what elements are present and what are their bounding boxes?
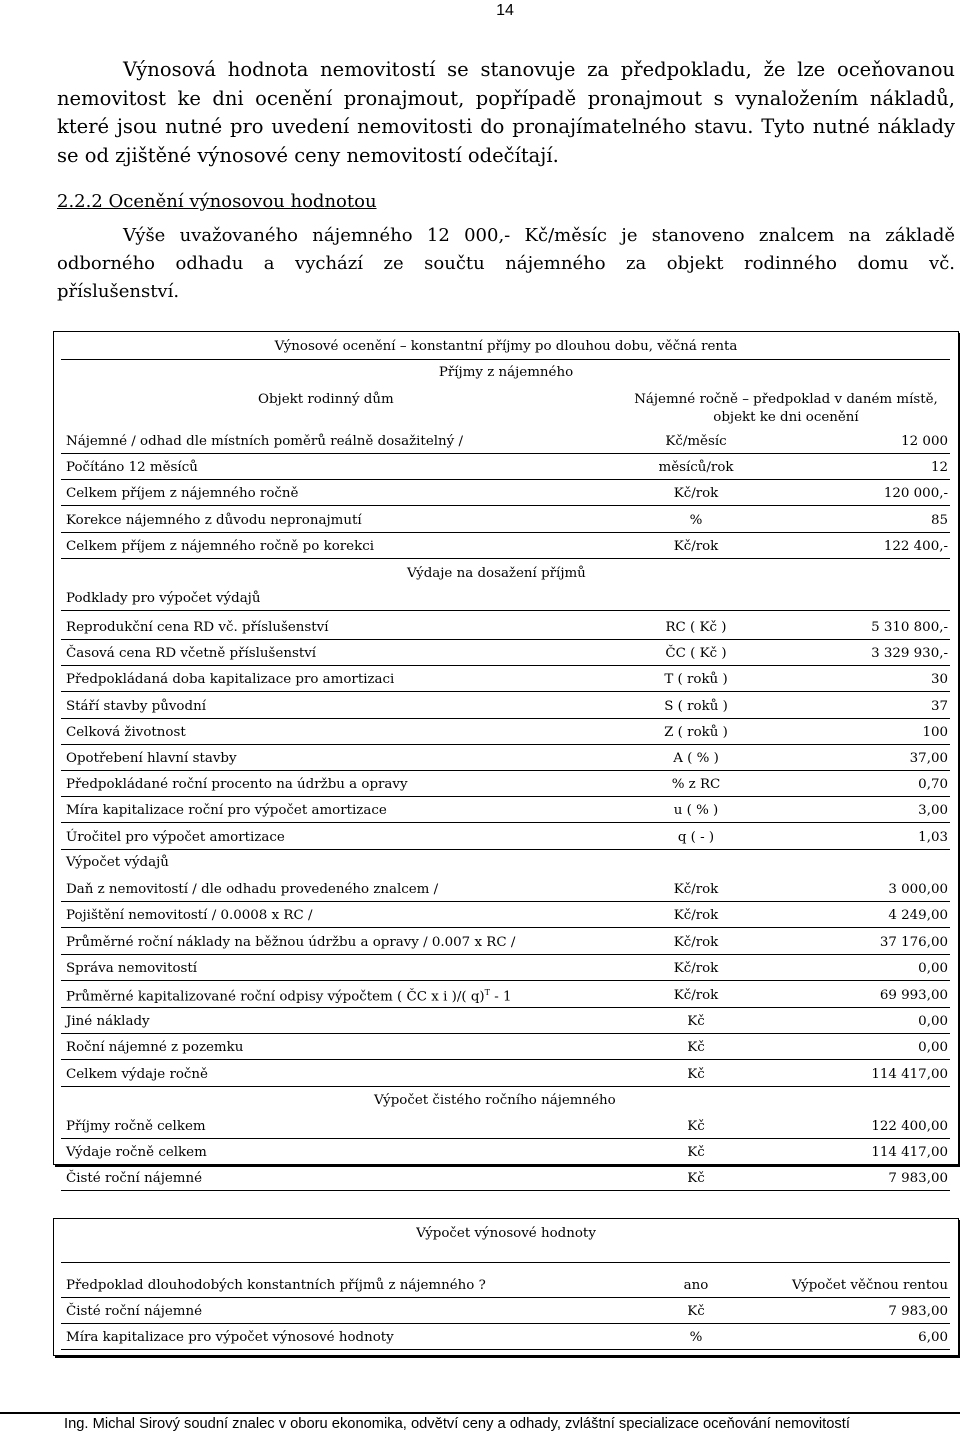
row-label: Daň z nemovitostí / dle odhadu provedeného znalcem / xyxy=(66,882,439,897)
row-label-tail: - 1 xyxy=(489,989,512,1005)
intro-line: Výnosová hodnota nemovitostí se stanovuje za předpokladu, že lze oceňovanou xyxy=(123,58,955,81)
row-value: 37 xyxy=(930,698,948,714)
table-row xyxy=(61,935,950,955)
row-value: 37,00 xyxy=(909,751,948,766)
row-unit: Kč/rok xyxy=(673,908,719,924)
page-number: 14 xyxy=(496,2,514,19)
divider xyxy=(61,1262,950,1263)
row-label xyxy=(66,988,512,1004)
row-unit: A ( % ) xyxy=(673,751,719,766)
table-row xyxy=(61,539,950,559)
table-row xyxy=(61,725,950,745)
table-row xyxy=(61,1040,950,1060)
row-unit: Kč/rok xyxy=(673,538,719,554)
row-label: Roční nájemné z pozemku xyxy=(66,1040,244,1056)
table-row xyxy=(61,434,950,454)
row-label-text: Průměrné kapitalizované roční odpisy výpočtem ( ČC x i )/( q) xyxy=(66,989,485,1005)
row-unit: Kč/měsíc xyxy=(665,434,727,449)
row-unit: Kč/rok xyxy=(673,961,719,977)
row-label: Reprodukční cena RD vč. příslušenství xyxy=(66,620,329,635)
table-row xyxy=(61,1278,950,1298)
row-label: Opotřebení hlavní stavby xyxy=(66,751,237,766)
row-unit: Kč/rok xyxy=(673,882,719,897)
row-value: 6,00 xyxy=(918,1330,948,1346)
row-label: Čisté roční nájemné xyxy=(66,1171,203,1187)
table-row xyxy=(61,486,950,506)
table-row xyxy=(61,1014,950,1034)
row-label: Pojištění nemovitostí / 0.0008 x RC / xyxy=(66,908,313,924)
row-value: 12 xyxy=(930,460,948,476)
row-value: 0,00 xyxy=(918,961,948,977)
row-label: Úročitel pro výpočet amortizace xyxy=(66,829,285,845)
row-value: 7 983,00 xyxy=(888,1171,948,1187)
table-row xyxy=(61,646,950,666)
intro-line: nemovitost ke dni ocenění pronajmout, popřípadě pronajmout s vynaložením nákladů, xyxy=(57,86,955,110)
income-header: Příjmy z nájemného xyxy=(438,365,574,380)
row-label: Celková životnost xyxy=(66,724,186,740)
expenses-calc-label: Výpočet výdajů xyxy=(66,855,169,870)
row-label: Průměrné roční náklady na běžnou údržbu a opravy / 0.007 x RC / xyxy=(66,934,516,950)
object-label: Objekt rodinný dům xyxy=(258,392,394,407)
row-unit: Z ( roků ) xyxy=(664,724,728,740)
table-row xyxy=(61,803,950,823)
row-label: Předpokládané roční procento na údržbu a opravy xyxy=(66,777,408,793)
row-unit: Kč/rok xyxy=(673,486,719,502)
row-unit: Kč/rok xyxy=(673,934,719,950)
table-row xyxy=(61,988,950,1008)
row-value: 122 400,- xyxy=(883,538,948,554)
row-label: Předpoklad dlouhodobých konstantních příjmů z nájemného ? xyxy=(66,1278,486,1293)
table-row xyxy=(61,855,950,874)
table-title: Výnosové ocenění – konstantní příjmy po dlouhou dobu, věčná renta xyxy=(274,339,738,354)
table-row xyxy=(61,1330,950,1350)
table-row xyxy=(61,1304,950,1324)
row-unit: S ( roků ) xyxy=(664,698,728,714)
table-row xyxy=(61,699,950,719)
row-unit: Kč xyxy=(687,1304,705,1320)
table-row xyxy=(61,751,950,771)
row-unit: Kč xyxy=(687,1040,705,1056)
row-unit: T ( roků ) xyxy=(664,672,728,688)
table-row xyxy=(61,620,950,640)
table-title: Výpočet výnosové hodnoty xyxy=(416,1226,596,1241)
table-row xyxy=(61,777,950,797)
table-row xyxy=(61,513,950,533)
row-label: Nájemné / odhad dle místních poměrů reálně dosažitelný / xyxy=(66,434,463,449)
row-value: 114 417,00 xyxy=(871,1066,948,1082)
income-valuation-table xyxy=(53,331,959,1187)
divider xyxy=(61,359,950,360)
row-value: 5 310 800,- xyxy=(871,620,948,635)
row-value: 7 983,00 xyxy=(888,1304,948,1320)
row-label: Správa nemovitostí xyxy=(66,961,198,977)
row-label-sup: T xyxy=(484,987,490,997)
section-line: příslušenství. xyxy=(57,281,180,302)
row-label: Celkem příjem z nájemného ročně po korekci xyxy=(66,538,374,554)
row-unit: ano xyxy=(683,1278,709,1293)
row-unit: Kč xyxy=(687,1014,705,1029)
row-value: 37 176,00 xyxy=(879,934,948,950)
row-label: Míra kapitalizace roční pro výpočet amortizace xyxy=(66,803,387,819)
section-paragraph xyxy=(57,222,955,306)
row-value: 0,00 xyxy=(918,1040,948,1056)
row-unit: Kč/rok xyxy=(673,987,719,1003)
intro-line: které jsou nutné pro uvedení nemovitosti do pronajímatelného stavu. Tyto nutné náklady xyxy=(57,115,955,138)
row-label: Časová cena RD včetně příslušenství xyxy=(66,646,317,662)
basis-label: Podklady pro výpočet výdajů xyxy=(66,591,261,606)
row-unit: měsíců/rok xyxy=(658,460,734,476)
expenses-header: Výdaje na dosažení příjmů xyxy=(407,566,586,581)
table-row xyxy=(61,830,950,850)
table-row xyxy=(61,1067,950,1087)
capitalization-table xyxy=(53,1218,959,1356)
rent-note: Nájemné ročně – předpoklad v daném místě, xyxy=(634,392,938,407)
row-value: 100 xyxy=(922,724,948,740)
row-label: Příjmy ročně celkem xyxy=(66,1119,206,1134)
row-label: Míra kapitalizace pro výpočet výnosové hodnoty xyxy=(66,1330,394,1346)
table-row xyxy=(61,961,950,981)
table-row xyxy=(61,460,950,480)
row-unit: RC ( Kč ) xyxy=(665,620,727,635)
row-label: Výdaje ročně celkem xyxy=(66,1145,207,1161)
row-value: 114 417,00 xyxy=(871,1145,948,1161)
row-value: 85 xyxy=(930,512,948,528)
row-label: Předpokládaná doba kapitalizace pro amortizaci xyxy=(66,672,395,688)
row-label: Celkem příjem z nájemného ročně xyxy=(66,486,299,502)
intro-line: se od zjištěné výnosové ceny nemovitostí odečítají. xyxy=(57,143,559,167)
row-value: 3 329 930,- xyxy=(871,646,948,662)
table-row xyxy=(61,1171,950,1191)
table-row xyxy=(61,1145,950,1165)
table-row xyxy=(61,908,950,928)
row-value: 0,70 xyxy=(918,777,948,793)
net-header: Výpočet čistého ročního nájemného xyxy=(374,1093,616,1108)
table-row xyxy=(61,672,950,692)
table-row xyxy=(61,882,950,902)
row-unit: Kč xyxy=(687,1171,705,1187)
row-value: 4 249,00 xyxy=(888,908,948,924)
row-label: Jiné náklady xyxy=(66,1014,150,1029)
row-label: Korekce nájemného z důvodu nepronajmutí xyxy=(66,512,362,528)
footer: Ing. Michal Sirový soudní znalec v oboru ekonomika, odvětví ceny a odhady, zvláštní specializace oceňování nemovitostí xyxy=(64,1416,850,1432)
table-row xyxy=(61,1119,950,1139)
row-unit: % xyxy=(689,1330,703,1346)
row-value: 1,03 xyxy=(918,829,948,845)
intro-paragraph xyxy=(57,56,955,170)
rent-note: objekt ke dni ocenění xyxy=(713,410,859,425)
section-line: Výše uvažovaného nájemného 12 000,- Kč/měsíc je stanoveno znalcem na základě xyxy=(123,225,955,246)
row-unit: Kč xyxy=(687,1145,705,1161)
row-value: 0,00 xyxy=(918,1014,948,1029)
row-value: 3 000,00 xyxy=(888,882,948,897)
row-unit: u ( % ) xyxy=(673,803,719,819)
row-unit: Kč xyxy=(687,1119,705,1134)
table-row xyxy=(61,591,950,611)
row-unit: ČC ( Kč ) xyxy=(665,646,727,662)
row-unit: q ( - ) xyxy=(677,829,715,845)
footer-rule xyxy=(0,1412,960,1414)
row-value: 30 xyxy=(930,672,948,688)
row-unit: % xyxy=(689,512,703,528)
row-value: 3,00 xyxy=(918,803,948,819)
row-label: Celkem výdaje ročně xyxy=(66,1066,208,1082)
row-label: Počítáno 12 měsíců xyxy=(66,460,198,476)
row-label: Stáří stavby původní xyxy=(66,698,206,714)
row-value: 12 000 xyxy=(901,434,948,449)
row-value: 122 400,00 xyxy=(871,1119,948,1134)
row-value: 69 993,00 xyxy=(879,987,948,1003)
section-line: odborného odhadu a vychází ze součtu nájemného za objekt rodinného domu vč. xyxy=(57,253,955,274)
row-unit: Kč xyxy=(687,1066,705,1082)
row-value: Výpočet věčnou rentou xyxy=(792,1278,948,1293)
row-label: Čisté roční nájemné xyxy=(66,1304,203,1320)
row-value: 120 000,- xyxy=(883,486,948,502)
row-unit: % z RC xyxy=(671,777,721,793)
section-heading: 2.2.2 Ocenění výnosovou hodnotou xyxy=(57,191,377,212)
